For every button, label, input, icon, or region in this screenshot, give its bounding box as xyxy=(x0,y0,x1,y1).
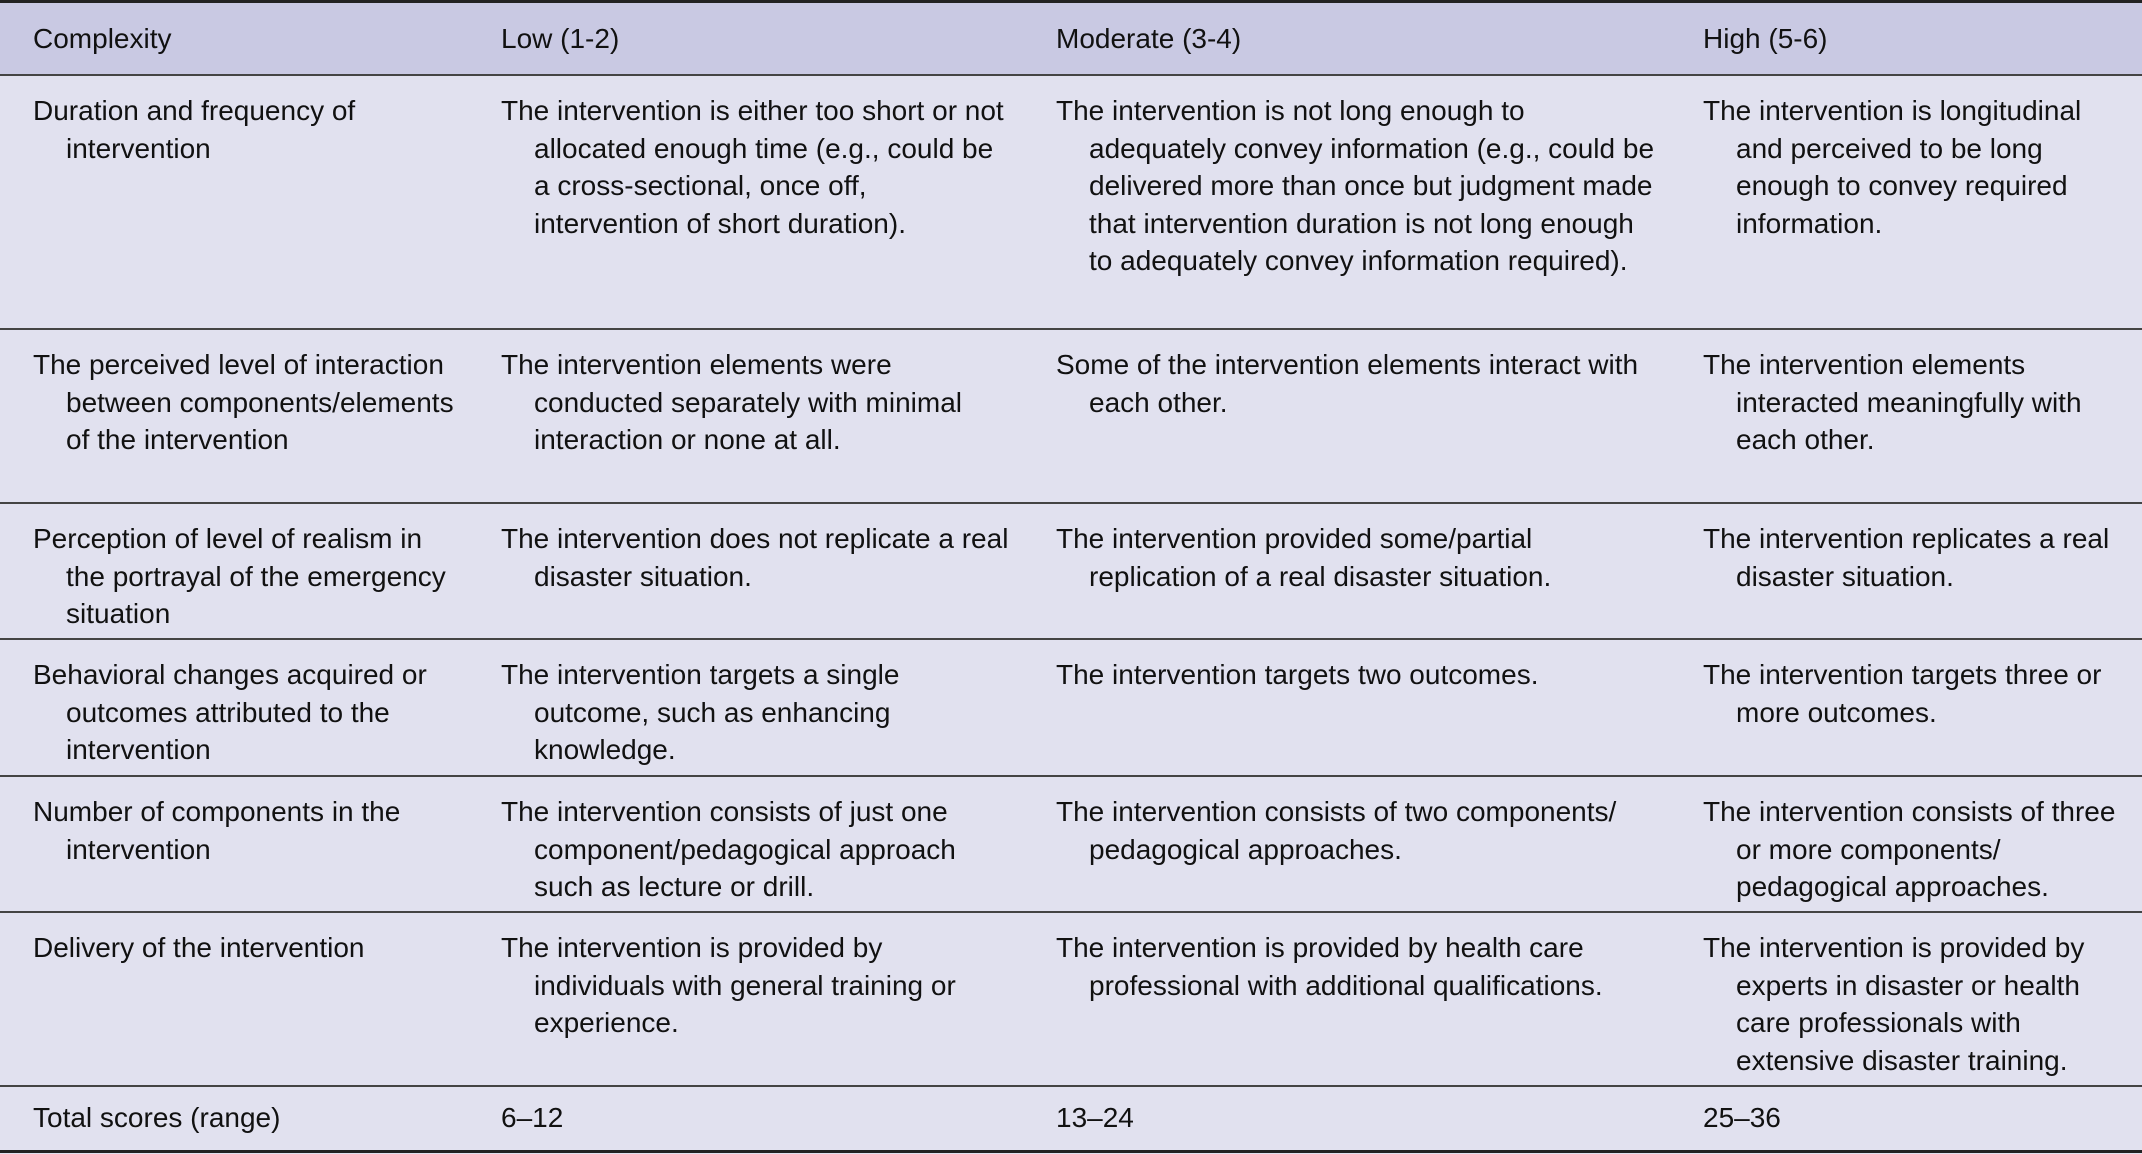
high-cell: The intervention consists of three or more components/ pedagogical approaches. xyxy=(1703,796,2116,902)
table-row xyxy=(0,777,2142,913)
moderate-cell: The intervention is provided by health care professional with additional qualifications. xyxy=(1056,932,1603,1001)
low-cell: The intervention is provided by individuals with general training or experience. xyxy=(501,932,956,1038)
criterion-cell: Behavioral changes acquired or outcomes attributed to the intervention xyxy=(33,659,427,765)
moderate-cell: The intervention targets two outcomes. xyxy=(1056,659,1539,690)
criterion-cell: Total scores (range) xyxy=(33,1102,281,1133)
table-row xyxy=(0,913,2142,1087)
table-row xyxy=(0,76,2142,330)
table-row xyxy=(0,504,2142,640)
criterion-cell: Number of components in the intervention xyxy=(33,796,401,865)
low-cell: The intervention does not replicate a real disaster situation. xyxy=(501,523,1009,592)
low-cell: The intervention elements were conducted separately with minimal interaction or none at all. xyxy=(501,349,962,455)
moderate-cell: The intervention consists of two components/ pedagogical approaches. xyxy=(1056,796,1617,865)
criterion-cell: Duration and frequency of intervention xyxy=(33,95,356,164)
header-high: High (5-6) xyxy=(1703,22,1828,54)
high-cell: The intervention elements interacted meaningfully with each other. xyxy=(1703,349,2082,455)
table-row xyxy=(0,330,2142,504)
high-range-cell: 25–36 xyxy=(1703,1102,1781,1133)
high-cell: The intervention is longitudinal and perceived to be long enough to convey required information. xyxy=(1703,95,2082,239)
low-cell: The intervention targets a single outcome, such as enhancing knowledge. xyxy=(501,659,900,765)
total-scores-row xyxy=(0,1087,2142,1153)
high-cell: The intervention is provided by experts in disaster or health care professionals with extensive disaster training. xyxy=(1703,932,2085,1076)
table-row xyxy=(0,640,2142,777)
low-cell: The intervention consists of just one component/pedagogical approach such as lecture or drill. xyxy=(501,796,956,902)
moderate-cell: The intervention provided some/partial replication of a real disaster situation. xyxy=(1056,523,1552,592)
header-moderate: Moderate (3-4) xyxy=(1056,22,1242,54)
moderate-cell: The intervention is not long enough to adequately convey information (e.g., could be delivered more than once but judgment made that intervention duration is not long enough to adequately convey information required). xyxy=(1056,95,1655,276)
table-header-row xyxy=(0,3,2142,76)
criterion-cell: The perceived level of interaction between components/elements of the intervention xyxy=(33,349,454,455)
low-cell: The intervention is either too short or not allocated enough time (e.g., could be a cross-sectional, once off, intervention of short duration). xyxy=(501,95,1004,239)
high-cell: The intervention targets three or more outcomes. xyxy=(1703,659,2102,728)
low-range-cell: 6–12 xyxy=(501,1102,564,1133)
header-complexity: Complexity xyxy=(33,22,172,54)
criterion-cell: Perception of level of realism in the portrayal of the emergency situation xyxy=(33,523,446,629)
criterion-cell: Delivery of the intervention xyxy=(33,932,365,963)
high-cell: The intervention replicates a real disaster situation. xyxy=(1703,523,2110,592)
header-low: Low (1-2) xyxy=(501,22,620,54)
moderate-cell: Some of the intervention elements interact with each other. xyxy=(1056,349,1639,418)
moderate-range-cell: 13–24 xyxy=(1056,1102,1134,1133)
